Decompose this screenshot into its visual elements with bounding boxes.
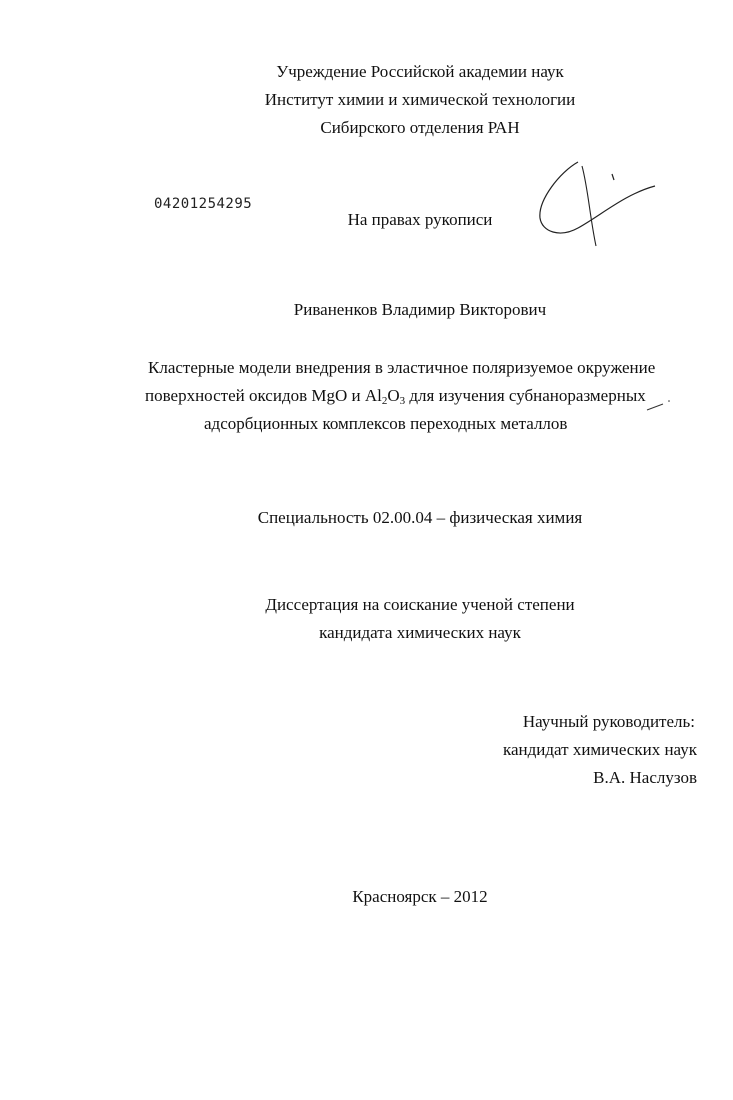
institution-line-1: Учреждение Российской академии наук [276, 62, 564, 81]
registry-number: 04201254295 [154, 196, 253, 212]
title-line-2c: для изучения субнаноразмерных [405, 386, 646, 405]
title-line-2b: O [387, 386, 400, 405]
pen-mark [645, 398, 675, 414]
manuscript-note: На правах рукописи [347, 210, 493, 229]
institution-line-2: Институт химии и химической технологии [264, 90, 576, 109]
specialty: Специальность 02.00.04 – физическая химия [257, 508, 583, 527]
city-year: Красноярск – 2012 [352, 887, 488, 906]
degree-line-2: кандидата химических наук [319, 623, 521, 642]
subscript-2: 2 [381, 395, 388, 407]
title-line-3: адсорбционных комплексов переходных металлов [204, 414, 568, 433]
degree-line-1: Диссертация на соискание ученой степени [265, 595, 575, 614]
title-line-1: Кластерные модели внедрения в эластичное поляризуемое окружение [148, 358, 656, 377]
supervisor-name: В.А. Наслузов [593, 768, 697, 787]
supervisor-degree: кандидат химических наук [503, 740, 697, 759]
subscript-3: 3 [399, 395, 406, 407]
signature [530, 158, 660, 250]
supervisor-label: Научный руководитель: [522, 712, 695, 731]
title-line-2 [145, 386, 646, 406]
author-name: Риваненков Владимир Викторович [293, 300, 547, 319]
institution-line-3: Сибирского отделения РАН [320, 118, 520, 137]
title-line-2a: поверхностей оксидов MgO и Al [145, 386, 382, 405]
